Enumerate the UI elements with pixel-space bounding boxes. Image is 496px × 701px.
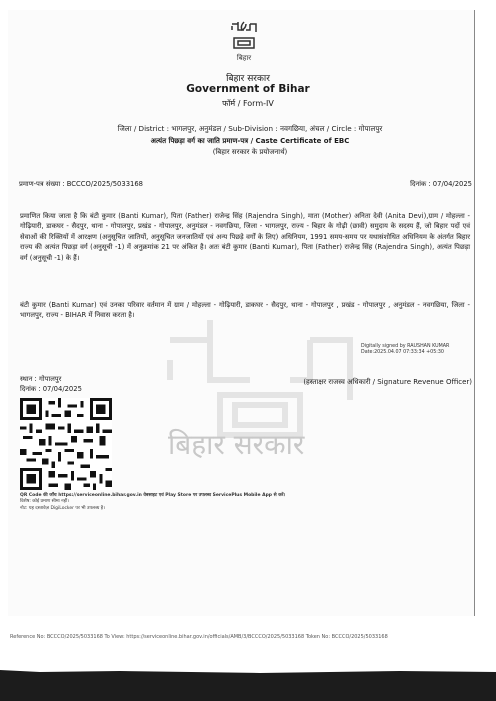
officer-signature-label: (हस्ताक्षर राजस्व अधिकारी / Signature Revenue Officer) (303, 378, 472, 386)
state-name-english: Government of Bihar (186, 83, 310, 95)
jurisdiction-line: जिला / District : भागलपुर, अनुमंडल / Sub-Division : नवगछिया, अंचल / Circle : गोपालपुर (117, 124, 383, 133)
digital-signature-name: Digitally signed by RAUSHAN KUMAR (361, 344, 450, 349)
digital-signature-date: Date:2025.04.07 07:33:34 +05:30 (361, 350, 444, 356)
form-number: फॉर्म / Form-IV (222, 99, 274, 108)
digital-signature (361, 344, 449, 357)
footer-note-3: नोट: यह दस्तावेज़ DigiLocker पर भी उपलब्ध है। (20, 505, 105, 511)
footer-note-2: विशेष: कोई प्रमाण सीमा नहीं। (20, 499, 69, 505)
reference-line: Reference No: BCCCO/2025/5033168 To View: https://serviceonline.bihar.gov.in/officials/AMB/3/BCCCO/2025/5033168 Token No: BCCCO/2025/5033168 (10, 634, 388, 640)
state-name-hindi: बिहार सरकार (226, 74, 270, 84)
place-block (20, 374, 82, 395)
watermark-text: बिहार सरकार (168, 428, 305, 461)
place-name: स्थान : गोपालपुर (20, 375, 62, 383)
certificate-body-paragraph-2: बंटी कुमार (Banti Kumar) एवं उनका परिवार वर्तमान में ग्राम / मोहल्ला - गोढ़ियारी, डाकघर - सैदपुर, थाना - गोपालपुर , प्रखंड - गोपालपुर , अनुमंडल - नवगछिया, जिला - भागलपुर, राज्य - BIHAR में निवास करता है। (20, 301, 470, 320)
certificate-subtitle: (बिहार सरकार के प्रयोजनार्थ) (212, 148, 288, 156)
certificate-body-paragraph-1: प्रमाणित किया जाता है कि बंटी कुमार (Banti Kumar), पिता (Father) राजेन्द्र सिंह (Rajendra Singh), माता (Mother) अनिता देवी (Anita Devi),ग्राम / मोहल्ला - गोढ़ियारी, डाकघर - सैदपुर, थाना - गोपालपुर, प्रखंड - गोपालपुर, अनुमंडल - नवगछिया, जिला - भागलपुर, राज्य - बिहार के गोढ़ी (छावी) समुदाय के सदस्य हैं, जो बिहार पदों एवं सेवाओं की रिक्तियों में आरक्षण (अनुसूचित जातियों, अनुसूचित जनजातियों एवं अन्य पिछड़े वर्गों के लिए) अधिनियम, 1991 समय-समय पर यथासंशोधित अधिनियम के अंतर्गत बिहार राज्य की अत्यंत पिछड़ा वर्ग (अनुसूची -1) में अनुक्रमांक 21 पर अंकित है। अतः बंटी कुमार (Banti Kumar), पिता (Father) राजेन्द्र सिंह (Rajendra Singh), अत्यंत पिछड़ा वर्ग (अनुसूची -1) के हैं। (20, 212, 470, 262)
scan-edge-shadow (0, 662, 496, 701)
bihar-emblem-icon (226, 20, 262, 64)
svg-text:बिहार: बिहार (236, 54, 252, 62)
certificate-number: प्रमाण-पत्र संख्या : BCCCO/2025/5033168 (19, 180, 143, 188)
qr-code (20, 398, 112, 490)
place-date: दिनांक : 07/04/2025 (20, 385, 82, 394)
certificate-title: अत्यंत पिछड़ा वर्ग का जाति प्रमाण-पत्र / Caste Certificate of EBC (150, 137, 350, 145)
certificate-date: दिनांक : 07/04/2025 (410, 180, 472, 188)
footer-notes (20, 493, 285, 512)
qr-verification-note: QR Code की जाँच https://serviceonline.bihar.gov.in वेबसाइट एवं Play Store पर उपलब्ध ServicePlus Mobile App से करें। (20, 493, 286, 498)
